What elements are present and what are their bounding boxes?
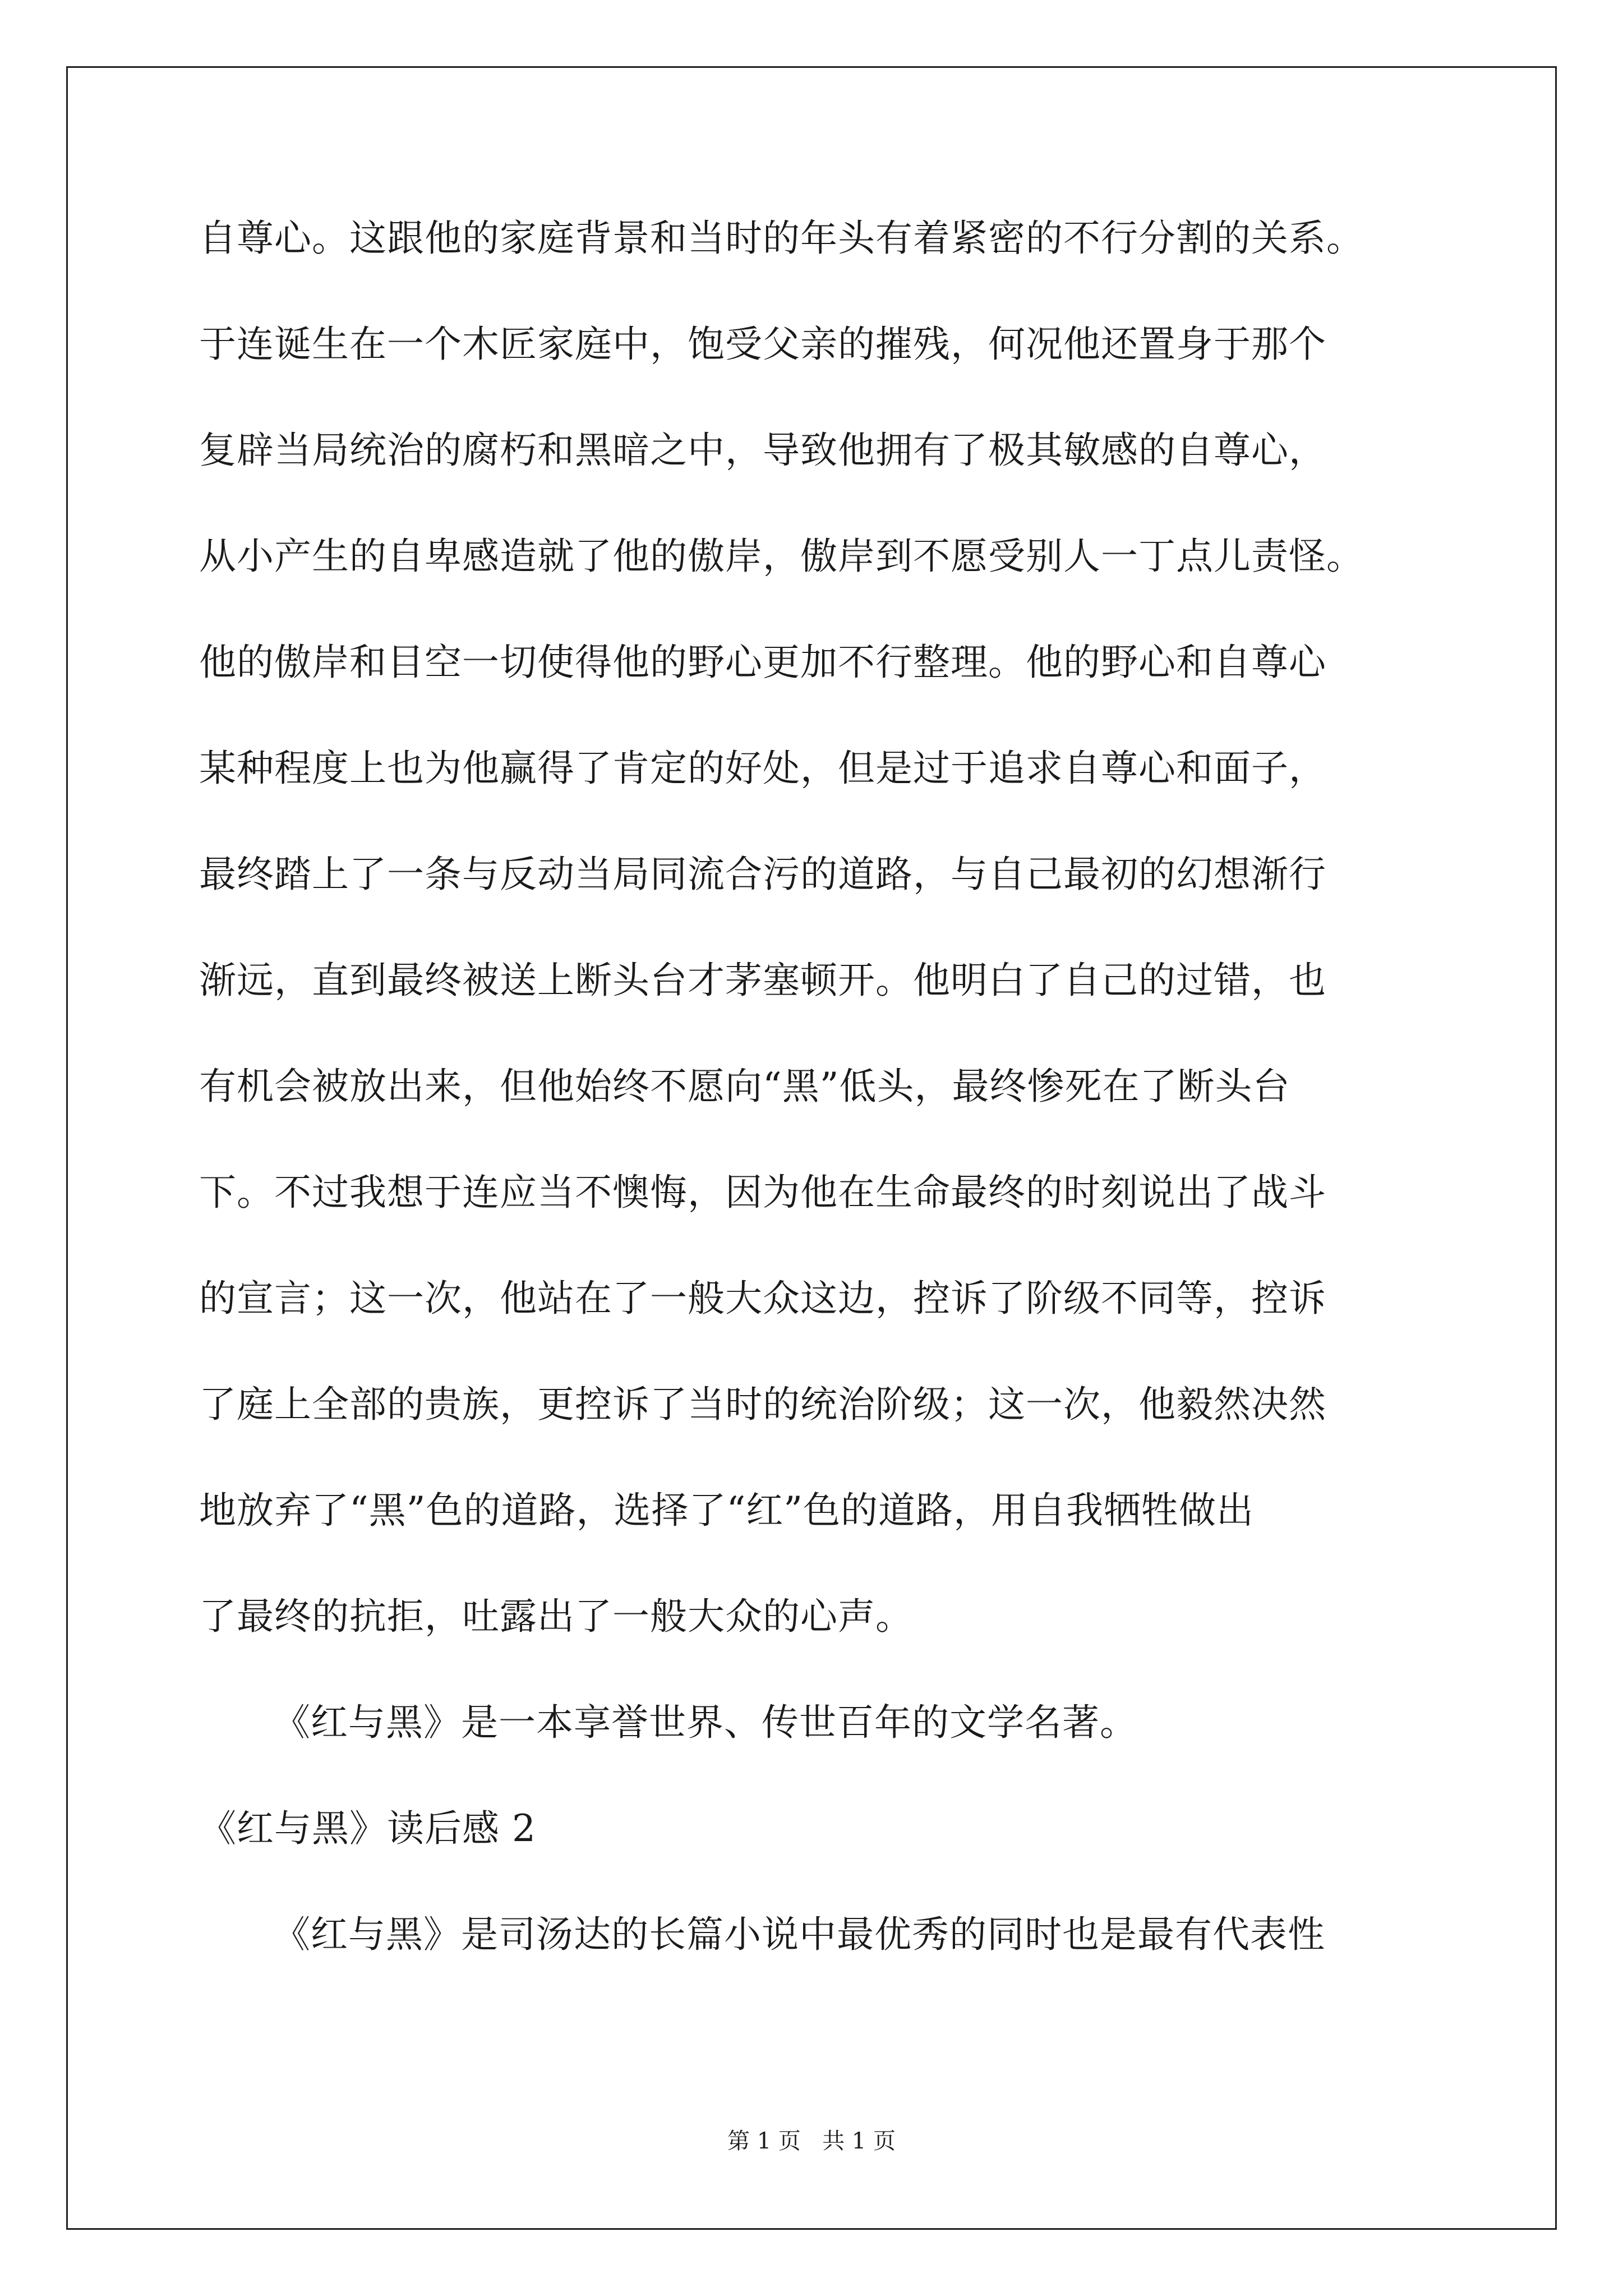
section-heading: 《红与黑》读后感 2 [199,1807,536,1850]
paragraph-first-line: 《红与黑》是司汤达的长篇小说中最优秀的同时也是最有代表性 [273,1913,1325,1956]
text-line: 某种程度上也为他赢得了肯定的好处，但是过于追求自尊心和面子， [199,747,1326,790]
text-line: 自尊心。这跟他的家庭背景和当时的年头有着紧密的不行分割的关系。 [199,217,1364,260]
page-footer: 第 1 页 共 1 页 [727,2128,896,2154]
text-line: 他的傲岸和目空一切使得他的野心更加不行整理。他的野心和自尊心 [199,641,1326,684]
text-line: 渐远，直到最终被送上断头台才茅塞顿开。他明白了自己的过错，也 [199,959,1326,1002]
text-line: 地放弃了“黑”色的道路，选择了“红”色的道路，用自我牺牲做出 [199,1489,1254,1532]
text-line: 了庭上全部的贵族，更控诉了当时的统治阶级；这一次，他毅然决然 [199,1383,1326,1426]
text-line: 从小产生的自卑感造就了他的傲岸，傲岸到不愿受别人一丁点儿责怪。 [199,535,1364,578]
text-line: 下。不过我想于连应当不懊悔，因为他在生命最终的时刻说出了战斗 [199,1171,1326,1214]
text-line: 了最终的抗拒，吐露出了一般大众的心声。 [199,1595,913,1638]
text-line: 复辟当局统治的腐朽和黑暗之中，导致他拥有了极其敏感的自尊心， [199,429,1326,472]
text-line: 最终踏上了一条与反动当局同流合污的道路，与自己最初的幻想渐行 [199,853,1326,896]
text-line: 的宣言；这一次，他站在了一般大众这边，控诉了阶级不同等，控诉 [199,1277,1326,1320]
paragraph-first-line: 《红与黑》是一本享誉世界、传世百年的文学名著。 [273,1701,1137,1744]
text-line: 于连诞生在一个木匠家庭中，饱受父亲的摧残，何况他还置身于那个 [199,323,1326,366]
text-line: 有机会被放出来，但他始终不愿向“黑”低头，最终惨死在了断头台 [199,1065,1290,1108]
document-body [199,213,1455,2016]
